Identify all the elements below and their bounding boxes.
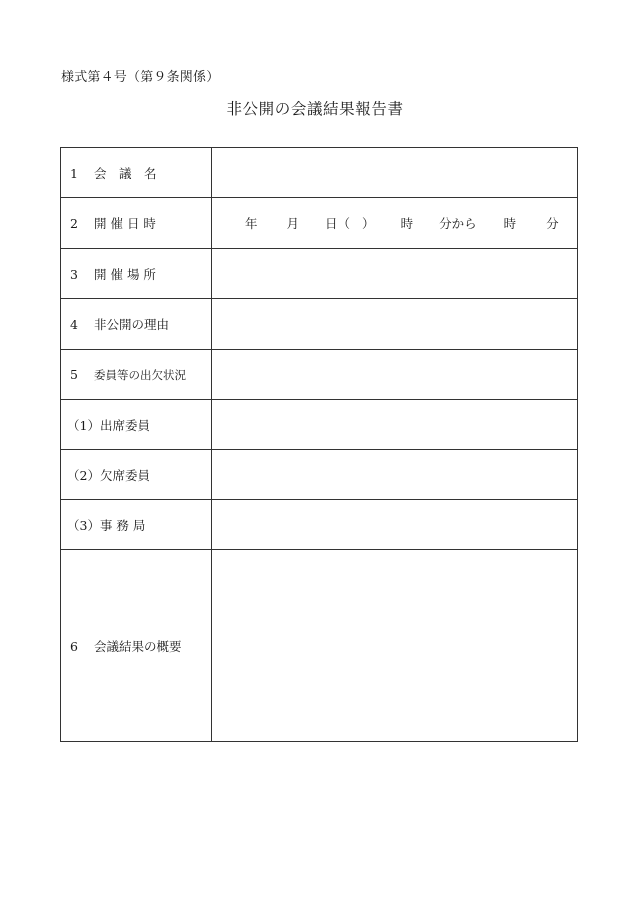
row-number: 1 — [70, 165, 78, 181]
weekday-close-paren: ） — [362, 216, 375, 231]
document-title: 非公開の会議結果報告書 — [226, 100, 404, 118]
row-label-text: （3）事 務 局 — [67, 517, 146, 533]
present-members-field[interactable] — [212, 400, 578, 450]
row-label-text: 会議結果の概要 — [94, 638, 182, 654]
report-table — [60, 147, 578, 742]
row-number: 4 — [70, 317, 78, 332]
row-label-summary — [61, 550, 212, 742]
table-row — [61, 249, 578, 299]
meeting-name-field[interactable] — [212, 148, 578, 198]
row-number: 5 — [70, 366, 78, 382]
table-row — [61, 550, 578, 742]
row-label-datetime — [61, 198, 212, 249]
venue-field[interactable] — [212, 249, 578, 299]
row-label-absent-members — [61, 450, 212, 500]
row-number: 2 — [70, 216, 78, 231]
year-unit: 年 — [245, 216, 258, 231]
day-unit: 日（ — [325, 216, 351, 231]
attendance-field[interactable] — [212, 350, 578, 400]
hour-unit: 時 — [400, 216, 414, 231]
row-label-secretariat — [61, 500, 212, 550]
table-row — [61, 450, 578, 500]
form-number-label: 様式第４号（第９条関係） — [61, 70, 220, 85]
month-unit: 月 — [286, 216, 300, 231]
row-label-attendance — [61, 350, 212, 400]
row-label-text: （1）出席委員 — [67, 417, 150, 433]
row-label-meeting-name — [61, 148, 212, 198]
row-label-present-members — [61, 400, 212, 450]
end-minute-unit: 分 — [546, 216, 559, 231]
row-label-text: 開 催 日 時 — [94, 216, 156, 231]
table-row — [61, 299, 578, 350]
closed-reason-field[interactable] — [212, 299, 578, 350]
minute-from-unit: 分から — [439, 216, 477, 231]
row-number: 3 — [70, 266, 78, 282]
row-label-text: （2）欠席委員 — [67, 467, 150, 483]
table-row — [61, 198, 578, 249]
row-label-text: 会 議 名 — [94, 165, 157, 181]
datetime-line — [212, 214, 577, 232]
end-hour-unit: 時 — [503, 216, 517, 231]
row-label-text: 開 催 場 所 — [94, 266, 156, 282]
row-number: 6 — [70, 638, 78, 654]
secretariat-field[interactable] — [212, 500, 578, 550]
row-label-venue — [61, 249, 212, 299]
row-label-closed-reason — [61, 299, 212, 350]
row-label-text: 非公開の理由 — [94, 317, 170, 332]
table-row — [61, 148, 578, 198]
table-row — [61, 500, 578, 550]
table-row — [61, 350, 578, 400]
datetime-field[interactable] — [212, 198, 578, 249]
table-row — [61, 400, 578, 450]
summary-field[interactable] — [212, 550, 578, 742]
absent-members-field[interactable] — [212, 450, 578, 500]
row-label-text: 委員等の出欠状況 — [94, 367, 186, 382]
